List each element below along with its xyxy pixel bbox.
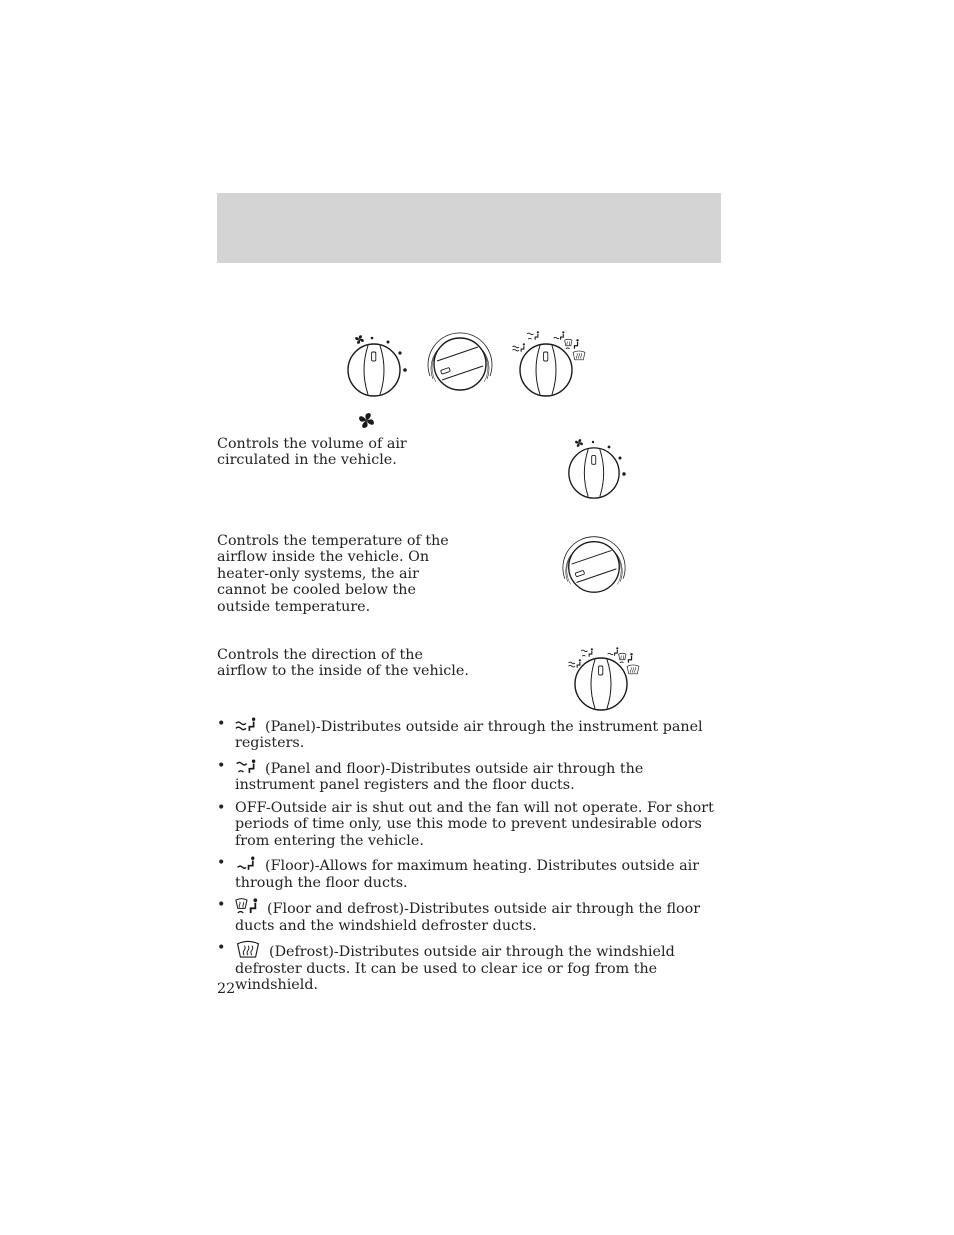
mode-panel-floor-text: (Panel and floor)-Distributes outside air through the instrument panel registers and the floor ducts.	[235, 761, 644, 794]
fan-description: Controls the volume of air circulated in the vehicle.	[217, 436, 407, 469]
bullet: •	[217, 716, 226, 732]
section-header-band	[217, 193, 721, 263]
temperature-description: Controls the temperature of the airflow inside the vehicle. On heater-only systems, the air cannot be cooled below the outside temperature.	[217, 533, 449, 615]
mode-knob	[566, 644, 646, 714]
mode-panel-text: (Panel)-Distributes outside air through the instrument panel registers.	[235, 719, 703, 752]
temperature-knob	[553, 530, 635, 600]
mode-description: Controls the direction of the airflow to the inside of the vehicle.	[217, 647, 469, 680]
defrost-icon	[235, 940, 261, 959]
bullet: •	[217, 897, 226, 914]
bullet: •	[217, 758, 226, 774]
panel-floor-icon	[235, 758, 257, 776]
fan-speed-knob	[560, 436, 632, 502]
mode-defrost-text: (Defrost)-Distributes outside air through the windshield defroster ducts. It can be used to clear ice or fog from the windshield.	[235, 944, 675, 994]
panel-vent-icon	[235, 716, 257, 734]
temperature-knob-illustration	[428, 333, 492, 390]
mode-floor-defrost-text: (Floor and defrost)-Distributes outside air through the floor ducts and the windshield defroster ducts.	[235, 901, 701, 934]
mode-knob-illustration	[513, 331, 585, 396]
airflow-mode-list	[217, 716, 723, 1000]
mode-off-text: OFF-Outside air is shut out and the fan will not operate. For short periods of time only, use this mode to prevent undesirable odors from entering the vehicle.	[235, 800, 714, 849]
floor-icon	[235, 855, 257, 873]
list-item	[217, 800, 723, 849]
mode-floor-text: (Floor)-Allows for maximum heating. Distributes outside air through the floor ducts.	[235, 858, 700, 891]
bullet: •	[217, 940, 226, 957]
page-number: 22	[217, 981, 236, 997]
bullet: •	[217, 855, 226, 872]
climate-controls-overview-illustration	[340, 328, 600, 404]
list-item	[217, 897, 723, 934]
list-item	[217, 716, 723, 752]
list-item	[217, 855, 723, 891]
list-item	[217, 758, 723, 794]
bullet: •	[217, 800, 226, 816]
list-item	[217, 940, 723, 993]
fan-icon	[357, 411, 376, 430]
floor-defrost-icon	[235, 897, 259, 916]
fan-speed-knob-illustration	[348, 335, 407, 396]
